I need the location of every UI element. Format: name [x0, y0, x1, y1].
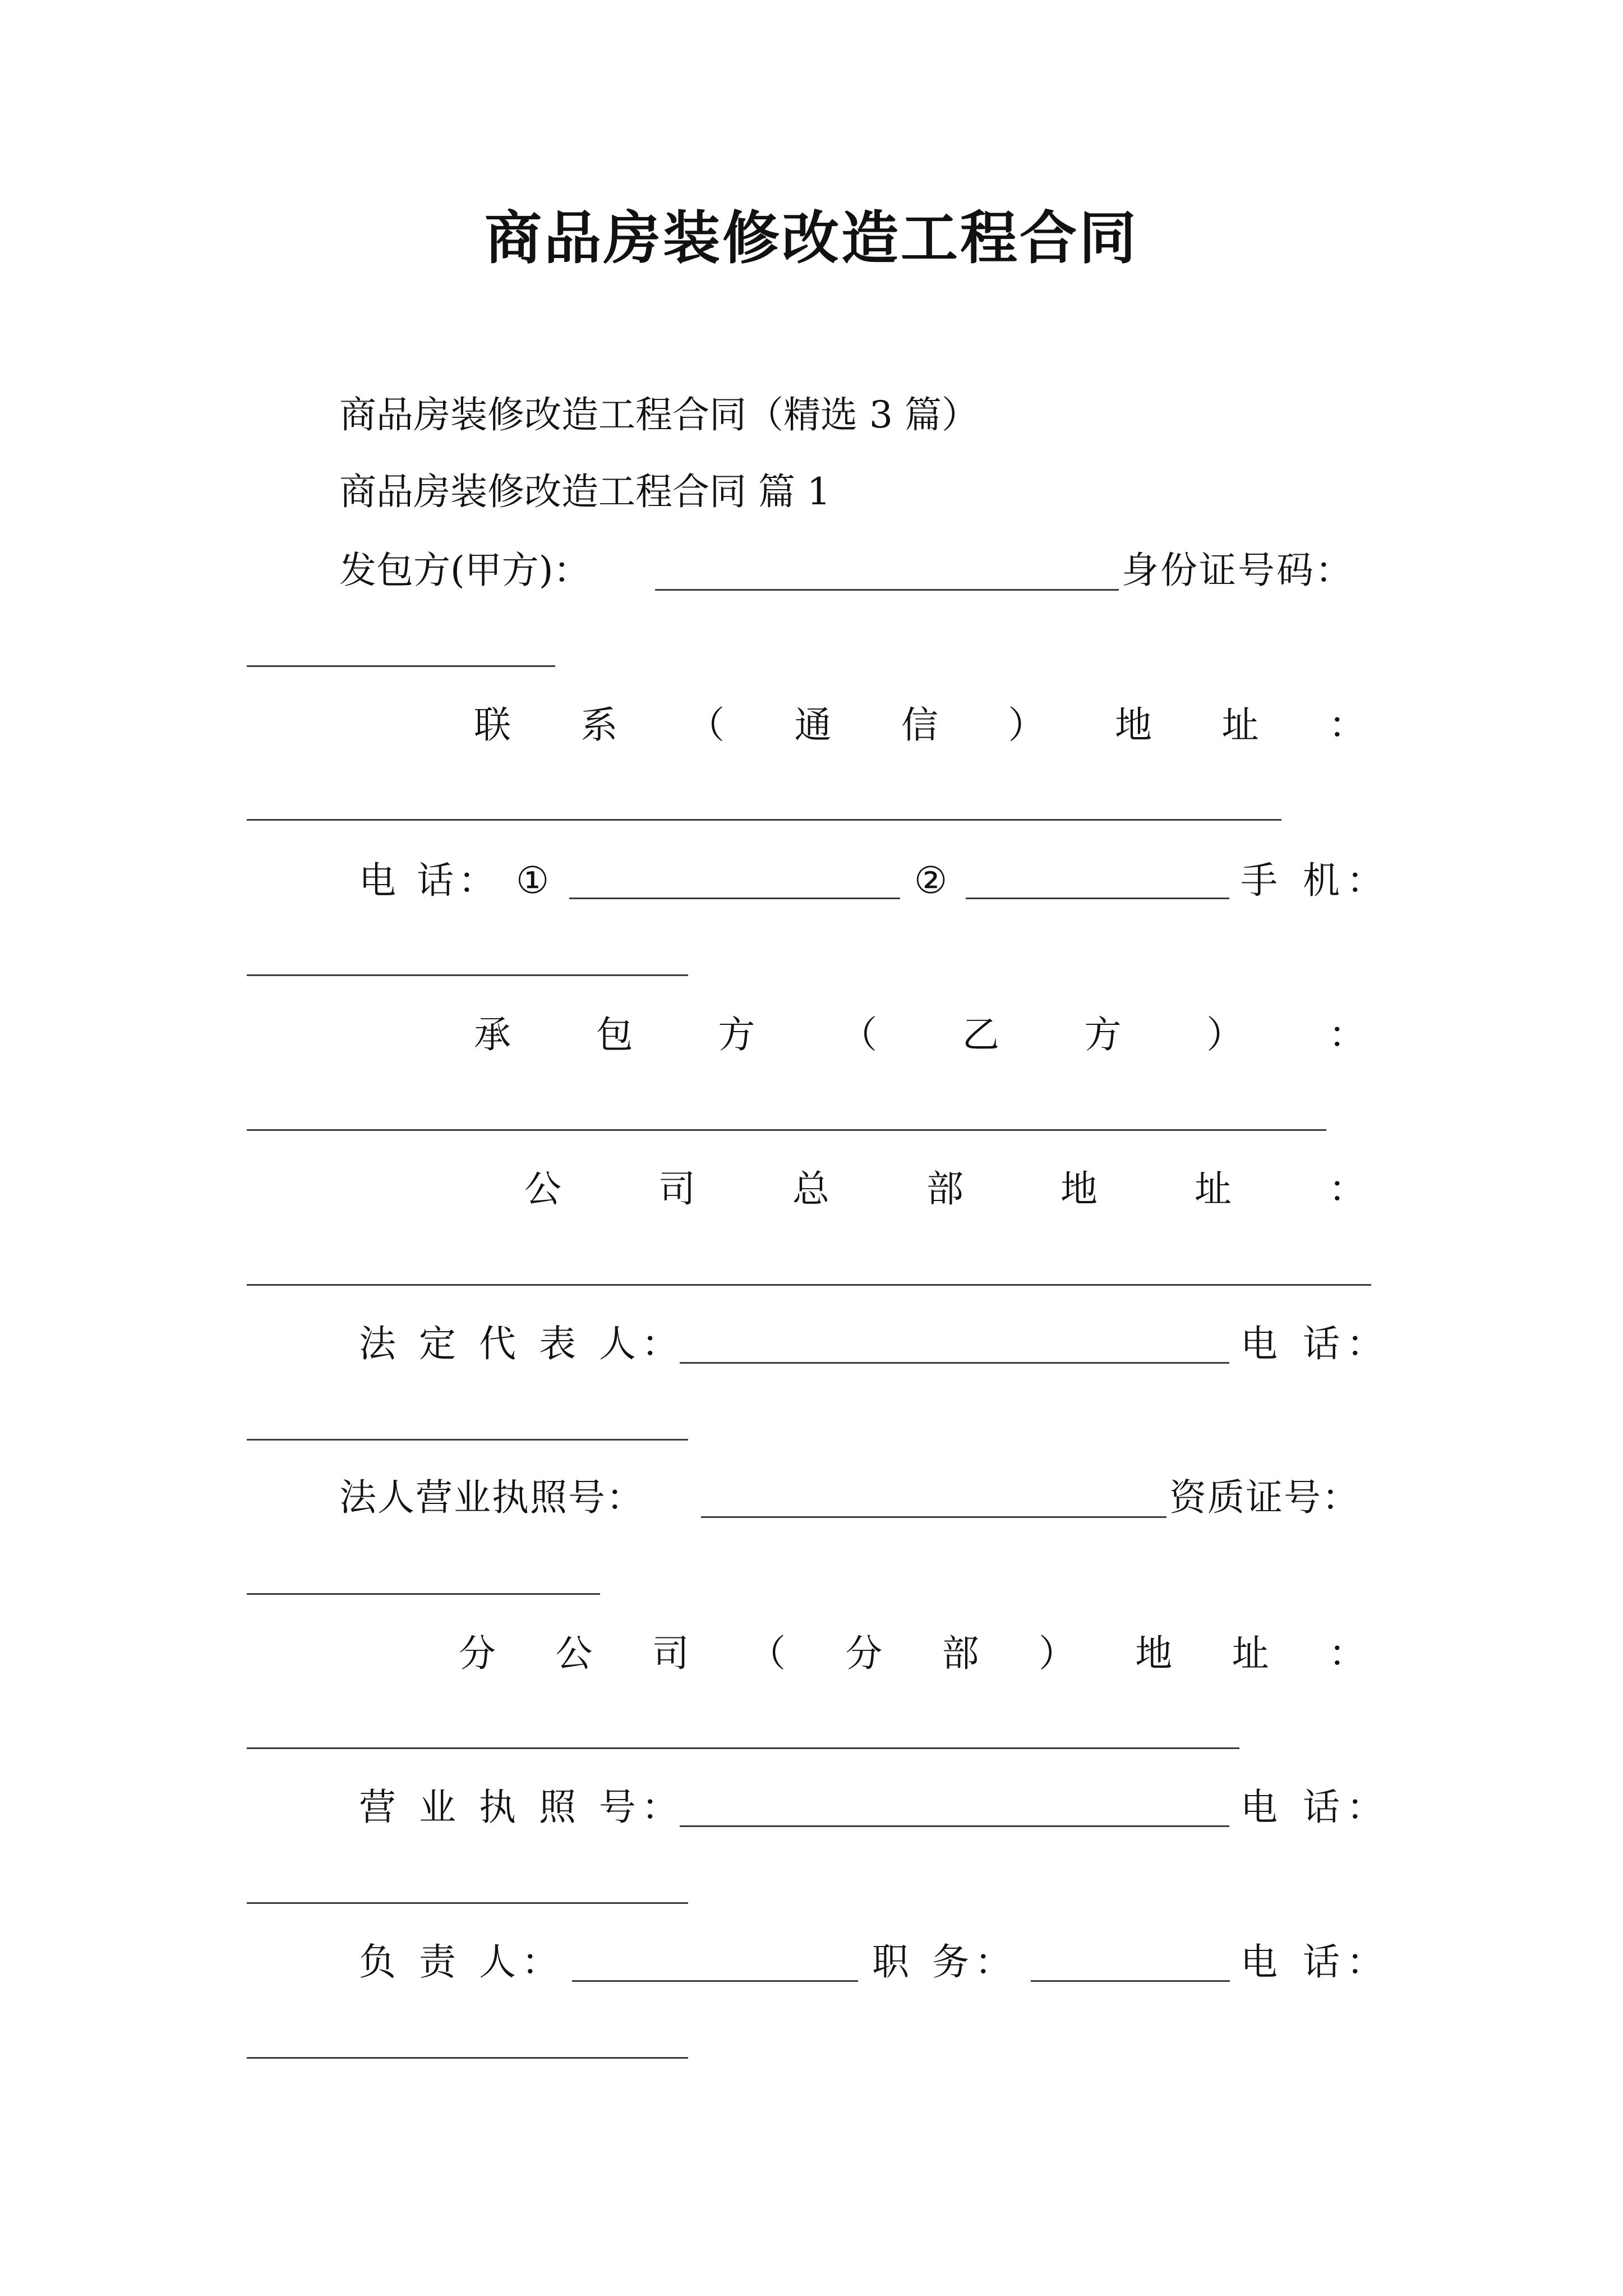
- phone-label: 电 话：: [359, 859, 500, 902]
- business-license-phone-blank[interactable]: [247, 1902, 688, 1904]
- branch-address-char: 公: [555, 1632, 593, 1675]
- branch-address-char: （: [748, 1632, 786, 1675]
- branch-address-char: 部: [942, 1632, 979, 1675]
- party-a-name-blank[interactable]: [655, 589, 1119, 591]
- legal-rep-phone-label: 电 话：: [1241, 1322, 1390, 1365]
- hq-address-char: 址: [1195, 1167, 1232, 1211]
- contact-address-char: 通: [794, 703, 832, 747]
- legal-rep-phone-blank[interactable]: [247, 1439, 688, 1441]
- contact-address-label: [474, 703, 1366, 748]
- party-b-blank[interactable]: [247, 1129, 1326, 1131]
- section-heading: 商品房装修改造工程合同 篇 1: [339, 470, 831, 513]
- contact-address-char: ：: [1329, 703, 1366, 747]
- responsible-phone-label: 电 话：: [1241, 1940, 1390, 1984]
- hq-address-char: 公: [524, 1167, 561, 1211]
- legal-rep-blank[interactable]: [680, 1362, 1229, 1364]
- mobile-label: 手 机：: [1241, 859, 1390, 902]
- corp-license-label: 法人营业执照号：: [339, 1476, 644, 1519]
- branch-address-label: [459, 1631, 1366, 1676]
- business-license-label: 营 业 执 照 号：: [359, 1786, 684, 1829]
- party-b-label: [474, 1013, 1366, 1057]
- branch-address-char: 分: [459, 1632, 496, 1675]
- contact-address-char: （: [688, 703, 725, 747]
- hq-address-blank[interactable]: [247, 1284, 1371, 1286]
- phone-2-blank[interactable]: [966, 898, 1229, 899]
- id-number-blank[interactable]: [247, 665, 555, 667]
- contact-address-char: 地: [1115, 703, 1152, 747]
- business-license-phone-label: 电 话：: [1241, 1786, 1390, 1829]
- contact-address-char: ）: [1008, 703, 1045, 747]
- contact-address-char: 址: [1221, 703, 1259, 747]
- branch-address-blank[interactable]: [247, 1747, 1239, 1749]
- responsible-phone-blank[interactable]: [247, 2057, 688, 2059]
- qualification-label: 资质证号：: [1169, 1476, 1360, 1519]
- phone-2-marker: ②: [914, 859, 948, 902]
- party-b-char: ：: [1328, 1013, 1366, 1056]
- hq-address-char: 司: [658, 1167, 695, 1211]
- responsible-label: 负 责 人：: [359, 1940, 564, 1984]
- party-a-label: 发包方(甲方)：: [339, 549, 591, 592]
- hq-address-char: 地: [1061, 1167, 1098, 1211]
- party-b-char: （: [840, 1013, 878, 1056]
- contact-address-char: 信: [901, 703, 938, 747]
- contact-address-char: 联: [474, 703, 511, 747]
- branch-address-char: 分: [845, 1632, 883, 1675]
- hq-address-char: ：: [1329, 1167, 1366, 1211]
- party-b-char: 方: [718, 1013, 755, 1056]
- phone-1-blank[interactable]: [569, 898, 900, 899]
- position-blank[interactable]: [1031, 1980, 1230, 1982]
- party-b-char: 包: [596, 1013, 633, 1056]
- hq-address-char: 部: [926, 1167, 963, 1211]
- party-b-char: ）: [1206, 1013, 1244, 1056]
- party-b-char: 方: [1084, 1013, 1122, 1056]
- contact-address-char: 系: [580, 703, 618, 747]
- branch-address-char: 司: [652, 1632, 689, 1675]
- document-title: 商品房装修改造工程合同: [485, 205, 1138, 272]
- party-b-char: 承: [474, 1013, 511, 1056]
- phone-1-marker: ①: [516, 859, 550, 902]
- party-b-char: 乙: [962, 1013, 999, 1056]
- mobile-blank[interactable]: [247, 974, 688, 976]
- branch-address-char: 址: [1232, 1632, 1269, 1675]
- id-number-label: 身份证号码：: [1122, 549, 1354, 592]
- branch-address-char: 地: [1135, 1632, 1173, 1675]
- corp-license-blank[interactable]: [701, 1516, 1166, 1518]
- legal-rep-label: 法 定 代 表 人：: [359, 1322, 684, 1365]
- intro-line: 商品房装修改造工程合同（精选 3 篇）: [339, 393, 979, 436]
- qualification-blank[interactable]: [247, 1593, 600, 1595]
- branch-address-char: ：: [1328, 1632, 1366, 1675]
- hq-address-label: [524, 1167, 1366, 1212]
- responsible-blank[interactable]: [572, 1980, 858, 1982]
- position-label: 职 务：: [872, 1940, 1017, 1984]
- contact-address-blank[interactable]: [247, 819, 1281, 821]
- branch-address-char: ）: [1038, 1632, 1076, 1675]
- hq-address-char: 总: [792, 1167, 829, 1211]
- business-license-blank[interactable]: [680, 1825, 1229, 1827]
